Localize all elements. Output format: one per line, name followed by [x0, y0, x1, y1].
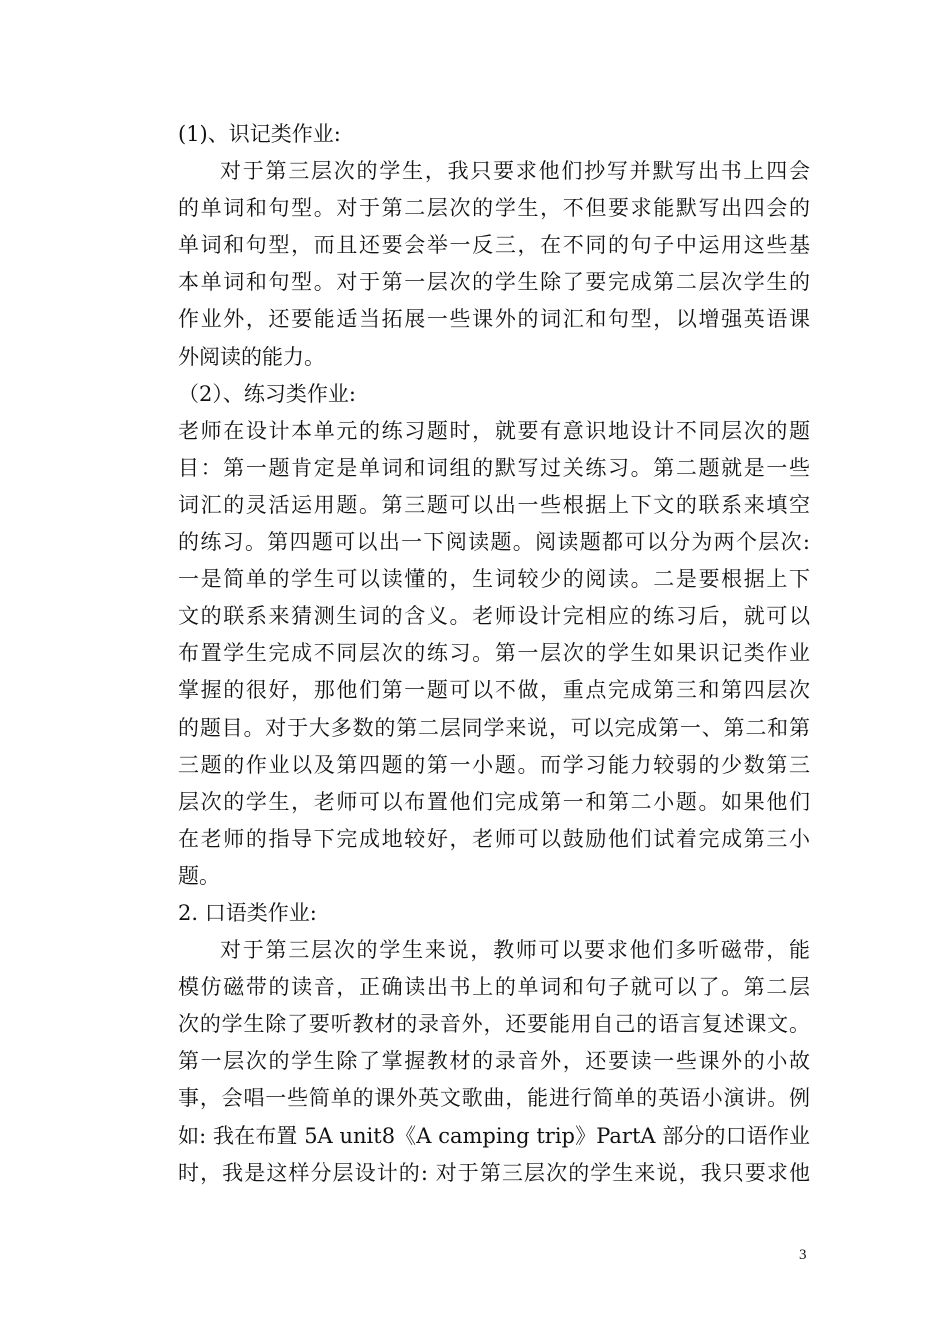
paragraph-line: 题。: [178, 863, 220, 888]
paragraph-line: 对于第三层次的学生，我只要求他们抄写并默写出书上四会: [220, 159, 810, 184]
document-body: [178, 116, 810, 1192]
paragraph-line: 模仿磁带的读音，正确读出书上的单词和句子就可以了。第二层: [178, 975, 810, 1000]
paragraph-line: 作业外，还要能适当拓展一些课外的词汇和句型，以增强英语课: [178, 307, 810, 332]
paragraph-line: 的单词和句型。对于第二层次的学生，不但要求能默写出四会的: [178, 196, 810, 221]
heading-oral-homework: 2. 口语类作业:: [178, 900, 317, 925]
paragraph-line: 的题目。对于大多数的第二层同学来说，可以完成第一、第二和第: [178, 715, 810, 740]
page-number: 3: [799, 1247, 807, 1263]
paragraph-line: 单词和句型，而且还要会举一反三，在不同的句子中运用这些基: [178, 233, 810, 258]
paragraph-line: 时，我是这样分层设计的: 对于第三层次的学生来说，我只要求他: [178, 1160, 810, 1185]
paragraph-line: 一是简单的学生可以读懂的，生词较少的阅读。二是要根据上下: [178, 567, 810, 592]
paragraph-line: 事，会唱一些简单的课外英文歌曲，能进行简单的英语小演讲。例: [178, 1086, 810, 1111]
paragraph-line: 词汇的灵活运用题。第三题可以出一些根据上下文的联系来填空: [178, 492, 810, 517]
paragraph-line: 目：第一题肯定是单词和词组的默写过关练习。第二题就是一些: [178, 455, 810, 480]
paragraph-line: 老师在设计本单元的练习题时，就要有意识地设计不同层次的题: [178, 418, 810, 443]
paragraph-line: 次的学生除了要听教材的录音外，还要能用自己的语言复述课文。: [178, 1012, 810, 1037]
paragraph-line: 布置学生完成不同层次的练习。第一层次的学生如果识记类作业: [178, 641, 810, 666]
paragraph-line: 第一层次的学生除了掌握教材的录音外，还要读一些课外的小故: [178, 1049, 810, 1074]
paragraph-line: 的练习。第四题可以出一下阅读题。阅读题都可以分为两个层次:: [178, 530, 810, 555]
paragraph-line: 在老师的指导下完成地较好，老师可以鼓励他们试着完成第三小: [178, 826, 810, 851]
heading-memorization-homework: (1)、识记类作业:: [178, 122, 341, 146]
paragraph-line: 三题的作业以及第四题的第一小题。而学习能力较弱的少数第三: [178, 752, 810, 777]
paragraph-line: 如: 我在布置 5A unit8《A camping trip》PartA 部分的口语作业: [178, 1123, 810, 1148]
heading-exercise-homework: （2）、练习类作业:: [178, 381, 356, 406]
paragraph-line: 层次的学生，老师可以布置他们完成第一和第二小题。如果他们: [178, 789, 810, 814]
paragraph-line: 文的联系来猜测生词的含义。老师设计完相应的练习后，就可以: [178, 604, 810, 629]
paragraph-line: 掌握的很好，那他们第一题可以不做，重点完成第三和第四层次: [178, 678, 810, 703]
paragraph-line: 对于第三层次的学生来说，教师可以要求他们多听磁带，能: [220, 938, 810, 963]
paragraph-line: 本单词和句型。对于第一层次的学生除了要完成第二层次学生的: [178, 270, 810, 295]
paragraph-line: 外阅读的能力。: [178, 344, 325, 369]
